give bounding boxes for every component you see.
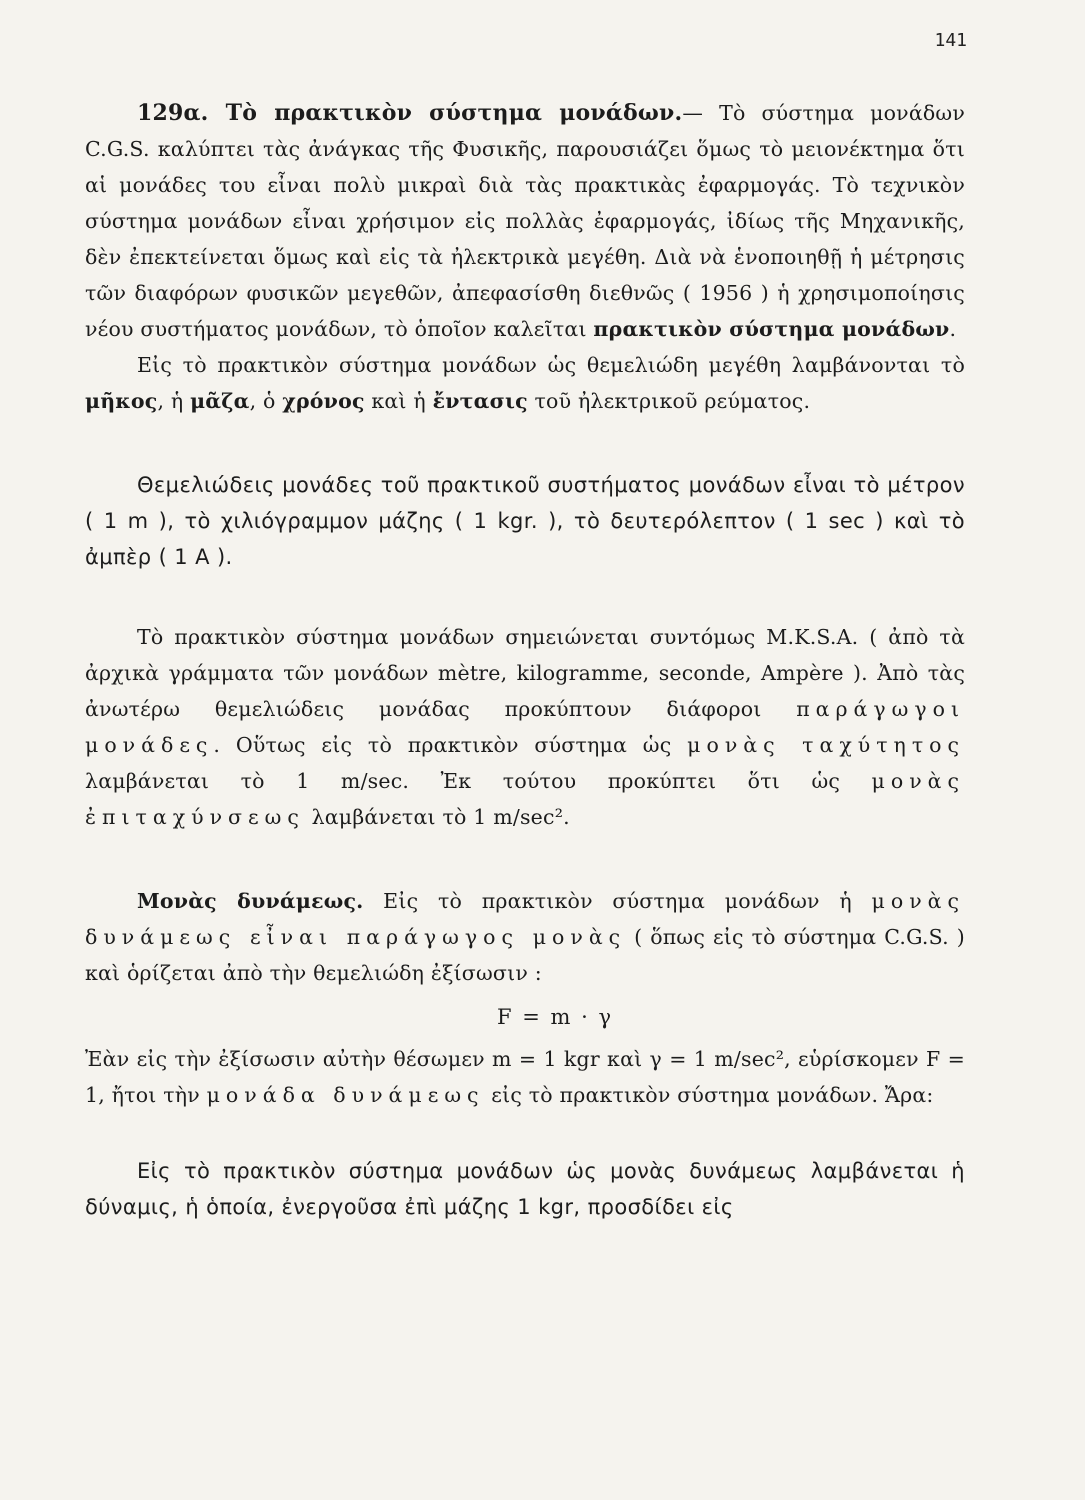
- bold-term: πρακτικὸν σύστημα μονάδων: [593, 317, 950, 341]
- paragraph-text: , ἡ: [157, 389, 191, 413]
- bold-term: χρόνος: [282, 389, 365, 413]
- page-number: 141: [934, 30, 967, 51]
- spaced-term: μονὰς ἐπιταχύνσεως: [85, 769, 965, 829]
- bold-term: ἔντασις: [432, 389, 528, 413]
- paragraph-text: ( ὅπως εἰς τὸ σύστημα C.G.S. ) καὶ ὁρίζεται ἀπὸ τὴν θεμελιώδη ἐξίσωσιν :: [85, 925, 965, 985]
- paragraph-mksa: [85, 619, 965, 835]
- paragraph-fundamental-units: Θεμελιώδεις μονάδες τοῦ πρακτικοῦ συστήματος μονάδων εἶναι τὸ μέτρον ( 1 m ), τὸ χιλιόγραμμον μάζης ( 1 kgr. ), τὸ δευτερόλεπτον ( 1 sec ) καὶ τὸ ἀμπὲρ ( 1 A ).: [85, 473, 965, 569]
- paragraph-text: Εἰς τὸ πρακτικὸν σύστημα μονάδων ὡς θεμελιώδη μεγέθη λαμβάνονται τὸ: [137, 353, 965, 377]
- bold-heading: Μονὰς δυνάμεως.: [137, 889, 364, 913]
- spaced-term: μονὰς δυνάμεως εἶναι παράγωγος μονὰς: [85, 889, 965, 949]
- section-heading: 129α. Τὸ πρακτικὸν σύστημα μονάδων.: [137, 100, 683, 126]
- paragraph-text: λαμβάνεται τὸ 1 m/sec².: [304, 805, 570, 829]
- paragraph-fundamental-quantities: [85, 347, 965, 419]
- paragraph-force-derivation: [85, 1041, 965, 1113]
- paragraph-text: Τὸ πρακτικὸν σύστημα μονάδων σημειώνεται συντόμως M.K.S.A. ( ἀπὸ τὰ ἀρχικὰ γράμματα τῶν μονάδων mètre, kilogramme, seconde, Ampère ). Ἀπὸ τὰς ἀνωτέρω θεμελιώδεις μονάδας προκύπτουν διάφοροι: [85, 625, 965, 721]
- bold-term: μᾶζα: [190, 389, 250, 413]
- paragraph-text: — Τὸ σύστημα μονάδων C.G.S. καλύπτει τὰς ἀνάγκας τῆς Φυσικῆς, παρουσιάζει ὅμως τὸ μειονέκτημα ὅτι αἱ μονάδες του εἶναι πολὺ μικραὶ διὰ τὰς πρακτικὰς ἐφαρμογάς. Τὸ τεχνικὸν σύστημα μονάδων εἶναι χρήσιμον εἰς πολλὰς ἐφαρμογάς, ἰδίως τῆς Μηχανικῆς, δὲν ἐπεκτείνεται ὅμως καὶ εἰς τὰ ἠλεκτρικὰ μεγέθη. Διὰ νὰ ἑνοποιηθῇ ἡ μέτρησις τῶν διαφόρων φυσικῶν μεγεθῶν, ἀπεφασίσθη διεθνῶς ( 1956 ) ἡ χρησιμοποίησις νέου συστήματος μονάδων, τὸ ὁποῖον καλεῖται: [85, 101, 965, 341]
- paragraph-text: . Οὕτως εἰς τὸ πρακτικὸν σύστημα ὡς: [213, 733, 688, 757]
- page-body: [85, 95, 965, 1225]
- paragraph-unit-of-force: [85, 883, 965, 991]
- paragraph-text: εἰς τὸ πρακτικὸν σύστημα μονάδων. Ἄρα:: [484, 1083, 934, 1107]
- bold-term: μῆκος: [85, 389, 158, 413]
- paragraph-text: Ἐὰν εἰς τὴν ἐξίσωσιν αὐτὴν θέσωμεν m = 1 kgr καὶ γ = 1 m/sec², εὑρίσκομεν F = 1, ἤτοι τὴν: [85, 1047, 965, 1107]
- spaced-term: μονάδα δυνάμεως: [206, 1083, 485, 1107]
- paragraph-text: , ὁ: [249, 389, 283, 413]
- paragraph-text: Εἰς τὸ πρακτικὸν σύστημα μονάδων ἡ: [363, 889, 872, 913]
- spaced-term: μονὰς ταχύτητος: [687, 733, 966, 757]
- equation: F = m · γ: [496, 1005, 613, 1029]
- paragraph-force-definition: Εἰς τὸ πρακτικὸν σύστημα μονάδων ὡς μονὰς δυνάμεως λαμβάνεται ἡ δύναμις, ἡ ὁποία, ἐνεργοῦσα ἐπὶ μάζης 1 kgr, προσδίδει εἰς: [85, 1159, 965, 1219]
- paragraph-text: τοῦ ἠλεκτρικοῦ ρεύματος.: [527, 389, 811, 413]
- paragraph-text: λαμβάνεται τὸ 1 m/sec. Ἐκ τούτου προκύπτει ὅτι ὡς: [85, 769, 872, 793]
- paragraph-intro: [85, 95, 965, 347]
- paragraph-text: .: [949, 317, 957, 341]
- spaced-term: παράγωγοι μονάδες: [85, 697, 965, 757]
- paragraph-text: καὶ ἡ: [364, 389, 433, 413]
